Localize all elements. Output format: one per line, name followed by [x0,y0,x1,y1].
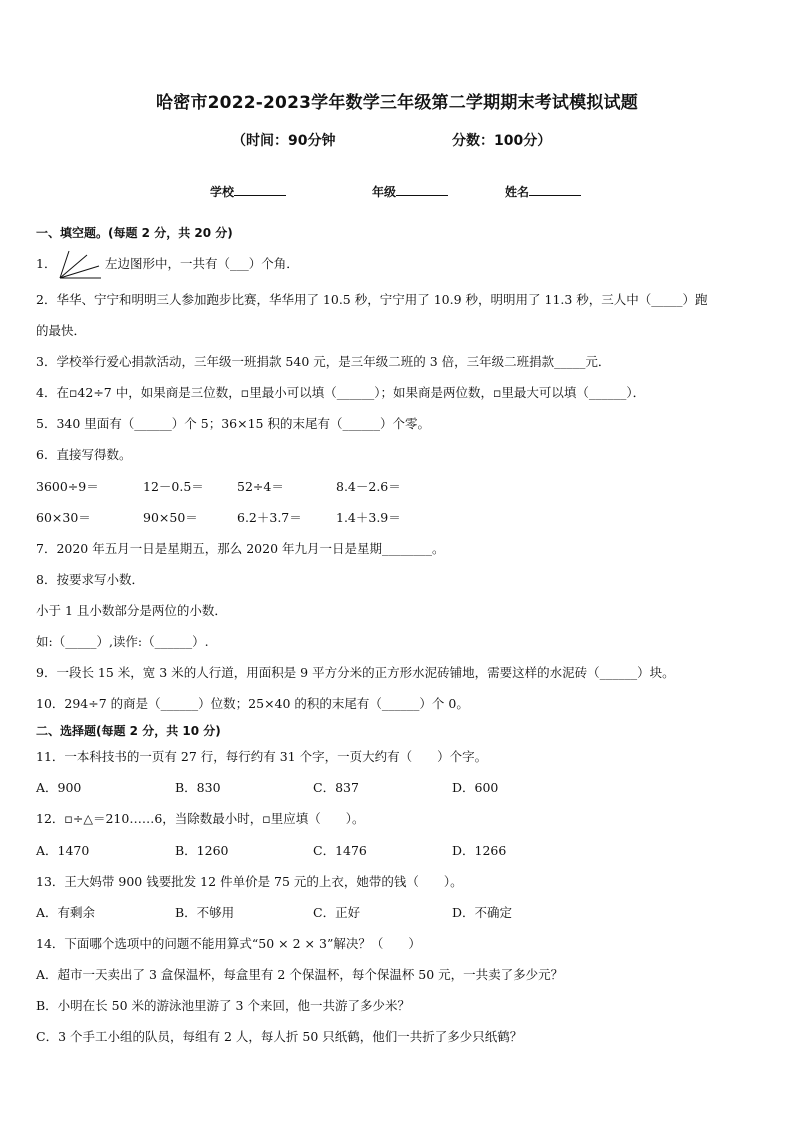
q6-calc: 6.2＋3.7＝ [237,510,302,525]
q5: 5．340 里面有（______）个 5；36×15 积的末尾有（______）个零。 [36,416,430,431]
q12-option-c[interactable]: C．1476 [313,843,367,858]
q8-answer: 如:（_____）,读作:（______）. [36,634,209,649]
q8-sub: 小于 1 且小数部分是两位的小数． [36,603,227,618]
q2-line1: 2．华华、宁宁和明明三人参加跑步比赛，华华用了 10.5 秒，宁宁用了 10.9 秒，明明用了 11.3 秒，三人中（_____）跑 [36,292,708,307]
grade-blank[interactable] [396,183,448,196]
q13-option-a[interactable]: A．有剩余 [36,905,96,920]
q12-option-d[interactable]: D．1266 [452,843,507,858]
q13-option-d[interactable]: D．不确定 [452,905,513,920]
q6: 6．直接写得数。 [36,447,132,462]
q9: 9．一段长 15 米，宽 3 米的人行道，用面积是 9 平方分米的正方形水泥砖铺地，需要这样的水泥砖（______）块。 [36,665,675,680]
angle-figure-icon [57,249,103,281]
q6-calc: 3600÷9＝ [36,479,99,494]
grade-label: 年级 [372,185,397,199]
q2-line2: 的最快． [36,323,87,338]
q11-option-d[interactable]: D．600 [452,780,499,795]
q6-calc: 60×30＝ [36,510,91,525]
q1-text: 左边图形中，一共有（___）个角． [105,256,299,271]
q11: 11．一本科技书的一页有 27 行，每行约有 31 个字，一页大约有（ ）个字。 [36,749,488,764]
q10: 10．294÷7 的商是（______）位数；25×40 的积的末尾有（______）个 0。 [36,696,469,711]
school-label: 学校 [210,185,235,199]
q6-calc: 52÷4＝ [237,479,284,494]
q14-option-a[interactable]: A．超市一天卖出了 3 盒保温杯，每盒里有 2 个保温杯，每个保温杯 50 元，一共卖了多少元？ [36,967,564,982]
section-choice: 二、选择题(每题 2 分，共 10 分) [36,724,221,738]
school-field [210,183,286,200]
grade-field [372,183,448,200]
exam-title: 哈密市2022-2023学年数学三年级第二学期期末考试模拟试题 [156,93,638,113]
school-blank[interactable] [234,183,286,196]
q14-option-c[interactable]: C．3 个手工小组的队员，每组有 2 人，每人折 50 只纸鹤，他们一共折了多少只纸鹤？ [36,1029,523,1044]
q12: 12．▫÷△＝210……6，当除数最小时，▫里应填（ ）。 [36,811,365,826]
q13: 13．王大妈带 900 钱要批发 12 件单价是 75 元的上衣，她带的钱（ ）。 [36,874,463,889]
q6-calc: 8.4－2.6＝ [336,479,401,494]
q13-option-c[interactable]: C．正好 [313,905,361,920]
q6-calc: 1.4＋3.9＝ [336,510,401,525]
q12-option-b[interactable]: B．1260 [175,843,229,858]
q4: 4．在▫42÷7 中，如果商是三位数，▫里最小可以填（______）；如果商是两位数，▫里最大可以填（______）． [36,385,646,400]
q3: 3．学校举行爱心捐款活动，三年级一班捐款 540 元，是三年级二班的 3 倍，三年级二班捐款_____元． [36,354,611,369]
q11-option-b[interactable]: B．830 [175,780,221,795]
q1-number: 1． [36,256,57,271]
name-blank[interactable] [529,183,581,196]
q6-calc: 90×50＝ [143,510,198,525]
q13-option-b[interactable]: B．不够用 [175,905,235,920]
q11-option-c[interactable]: C．837 [313,780,359,795]
score-label: 分数：100分） [452,133,552,149]
time-label: （时间：90分钟 [232,133,336,149]
name-field [505,183,581,200]
q14: 14．下面哪个选项中的问题不能用算式“50 × 2 × 3”解决？（ ） [36,936,421,951]
q6-calc: 12－0.5＝ [143,479,204,494]
q8: 8．按要求写小数． [36,572,144,587]
q12-option-a[interactable]: A．1470 [36,843,90,858]
q7: 7．2020 年五月一日是星期五，那么 2020 年九月一日是星期________。 [36,541,445,556]
q14-option-b[interactable]: B．小明在长 50 米的游泳池里游了 3 个来回，他一共游了多少米？ [36,998,410,1013]
q11-option-a[interactable]: A．900 [36,780,82,795]
name-label: 姓名 [505,185,530,199]
section-fill-blank: 一、填空题。(每题 2 分，共 20 分) [36,226,233,240]
